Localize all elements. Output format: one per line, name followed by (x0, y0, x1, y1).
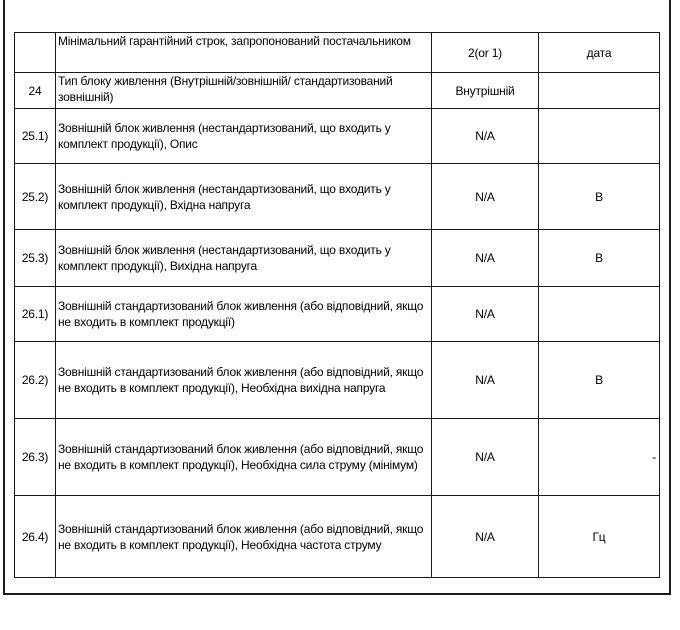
row-number: 24 (15, 73, 56, 109)
row-unit: дата (539, 33, 660, 73)
row-description: Зовнішній стандартизований блок живлення (або відповідний, якщо не входить в комплект продукції), Необхідна сила струму (мінімум) (56, 419, 432, 496)
table-row-26-1 (15, 287, 660, 342)
row-value: N/A (432, 287, 539, 342)
table-row-26-4 (15, 496, 660, 578)
row-description: Мінімальний гарантійний строк, запропонований постачальником (56, 33, 432, 73)
row-number: 26.1) (15, 287, 56, 342)
row-unit: В (539, 164, 660, 230)
row-value: Внутрішній (432, 73, 539, 109)
table-row-24 (15, 73, 660, 109)
table-row-26-3 (15, 419, 660, 496)
row-unit: Гц (539, 496, 660, 578)
row-number: 26.2) (15, 342, 56, 419)
row-description: Зовнішній стандартизований блок живлення (або відповідний, якщо не входить в комплект продукції), Необхідна вихідна напруга (56, 342, 432, 419)
row-number: 25.1) (15, 109, 56, 164)
row-value: N/A (432, 419, 539, 496)
row-description: Зовнішній блок живлення (нестандартизований, що входить у комплект продукції), Опис (56, 109, 432, 164)
row-number: 26.4) (15, 496, 56, 578)
row-description: Тип блоку живлення (Внутрішній/зовнішній/ стандартизований зовнішній) (56, 73, 432, 109)
row-unit (539, 287, 660, 342)
table-row-warranty (15, 33, 660, 73)
row-number: 25.2) (15, 164, 56, 230)
table-row-25-2 (15, 164, 660, 230)
spec-table (14, 32, 660, 578)
row-description: Зовнішній стандартизований блок живлення (або відповідний, якщо не входить в комплект продукції), Необхідна частота струму (56, 496, 432, 578)
row-unit: В (539, 230, 660, 287)
row-number (15, 33, 56, 73)
table-row-26-2 (15, 342, 660, 419)
row-description: Зовнішній блок живлення (нестандартизований, що входить у комплект продукції), Вхідна напруга (56, 164, 432, 230)
table-row-25-1 (15, 109, 660, 164)
row-number: 25.3) (15, 230, 56, 287)
row-unit: - (539, 419, 660, 496)
row-unit (539, 109, 660, 164)
row-unit: В (539, 342, 660, 419)
row-value: N/A (432, 109, 539, 164)
row-description: Зовнішній блок живлення (нестандартизований, що входить у комплект продукції), Вихідна напруга (56, 230, 432, 287)
row-value: N/A (432, 164, 539, 230)
row-value: 2(or 1) (432, 33, 539, 73)
row-unit (539, 73, 660, 109)
row-number: 26.3) (15, 419, 56, 496)
row-value: N/A (432, 230, 539, 287)
table-row-25-3 (15, 230, 660, 287)
row-value: N/A (432, 342, 539, 419)
row-value: N/A (432, 496, 539, 578)
row-description: Зовнішній стандартизований блок живлення (або відповідний, якщо не входить в комплект продукції) (56, 287, 432, 342)
